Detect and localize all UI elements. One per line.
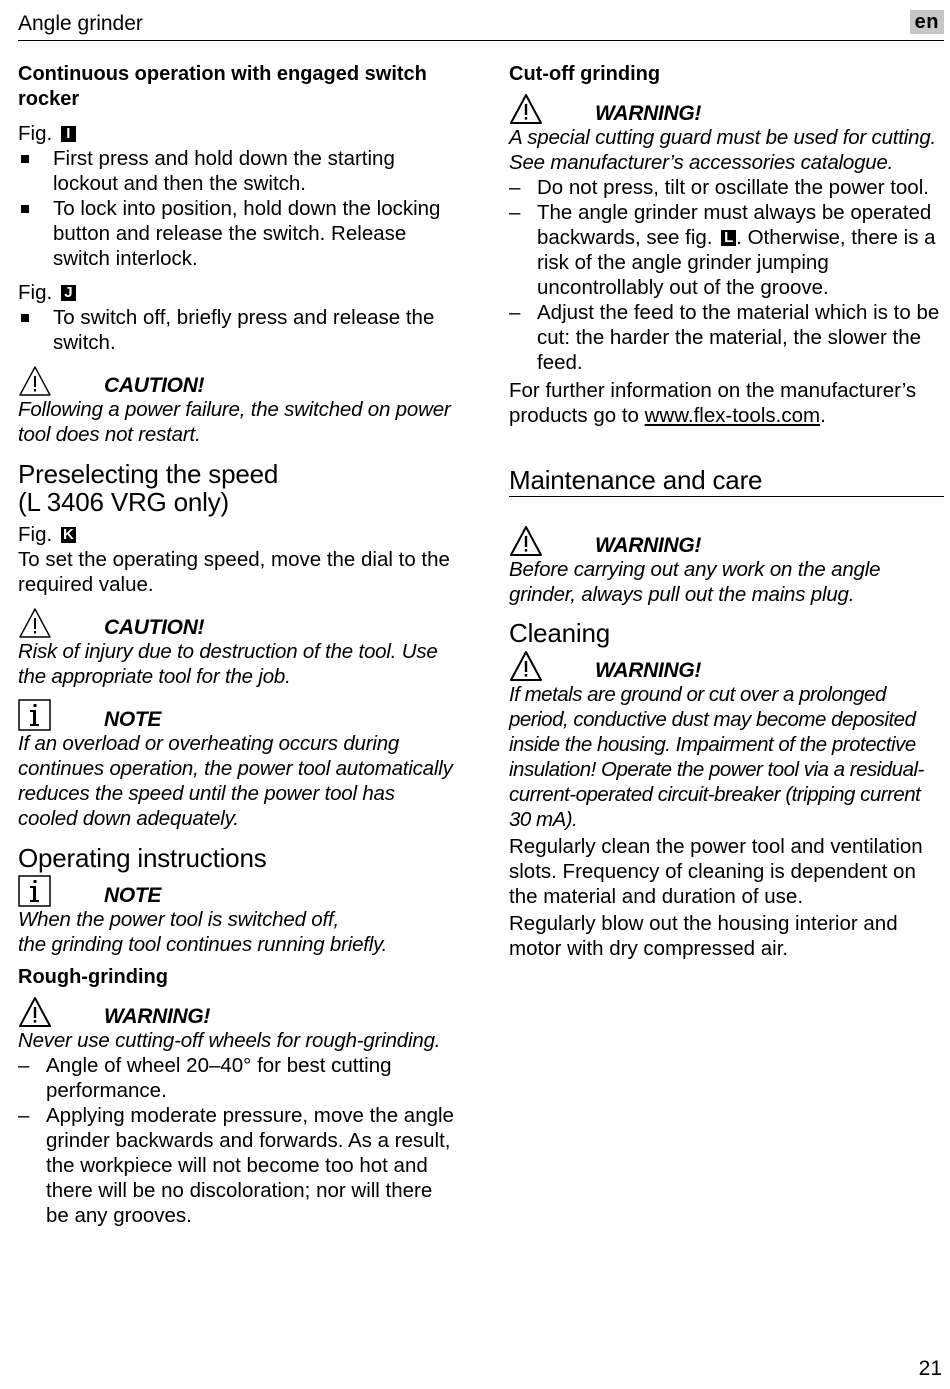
cleaning-paragraph: Regularly blow out the housing interior and motor with dry compressed air. [509, 912, 898, 960]
warning-text: Never use cutting-off wheels for rough-grinding. [18, 1029, 441, 1052]
page-header [18, 8, 944, 41]
figure-letter-badge: J [61, 285, 76, 301]
header-title: Angle grinder [18, 12, 143, 35]
caution-label: CAUTION! [104, 616, 205, 639]
figure-letter-badge: K [61, 527, 76, 543]
warning-triangle-icon [509, 525, 543, 557]
list-item: – Applying moderate pressure, move the angle grinder backwards and forwards. As a result, the workpiece will not become too hot and there will be no discoloration; nor will there be any grooves. [18, 1103, 458, 1228]
note-notice [18, 699, 458, 831]
fig-label: Fig. [18, 523, 53, 546]
list-item-text: The angle grinder must always be operated backwards, see fig. [537, 201, 932, 249]
list-item: To lock into position, hold down the locking button and release the switch. Release switch interlock. [18, 196, 458, 271]
caution-notice [18, 365, 458, 447]
list-item: – Do not press, tilt or oscillate the power tool. [509, 175, 944, 200]
bullet-list [18, 305, 458, 355]
warning-text: If metals are ground or cut over a prolonged period, conductive dust may become deposited inside the housing. Impairment of the protective insulation! Operate the power tool via a residual-current-operated circuit-breaker (tripping current 30 mA). [509, 683, 924, 831]
warning-text-line2: See manufacturer’s accessories catalogue. [509, 151, 894, 174]
list-item-text: . Otherwise, there is a risk of the angle grinder jumping uncontrollably out of the groove. [537, 226, 936, 299]
fig-label: Fig. [18, 122, 53, 145]
bullet-list [18, 146, 458, 271]
warning-triangle-icon [509, 93, 543, 125]
continuous-operation-heading: Continuous operation with engaged switch rocker [18, 63, 427, 110]
warning-text-line1: A special cutting guard must be used for cutting. [509, 126, 937, 149]
warning-triangle-icon [18, 996, 52, 1028]
dash-list [509, 175, 944, 375]
cleaning-section-title: Cleaning [509, 618, 611, 648]
warning-label: WARNING! [595, 534, 702, 557]
warning-label: WARNING! [595, 659, 702, 682]
caution-text: Following a power failure, the switched on power tool does not restart. [18, 398, 451, 446]
warning-triangle-icon [509, 650, 543, 682]
speed-instruction: To set the operating speed, move the dial to the required value. [18, 548, 450, 596]
language-badge: en [910, 10, 944, 34]
rough-grinding-heading: Rough-grinding [18, 966, 168, 988]
cleaning-paragraph: Regularly clean the power tool and ventilation slots. Frequency of cleaning is dependent on the material and duration of use. [509, 835, 923, 908]
figure-letter-badge: L [721, 230, 736, 246]
fig-label: Fig. [18, 281, 53, 304]
note-text-line1: When the power tool is switched off, [18, 908, 339, 931]
dash-list [18, 1053, 458, 1228]
figure-ref-k [18, 522, 458, 547]
speed-title-line1: Preselecting the speed [18, 459, 279, 489]
speed-section-title [18, 460, 458, 516]
warning-triangle-icon [18, 365, 52, 397]
note-text-line2: the grinding tool continues running briefly. [18, 933, 388, 956]
warning-text: Before carrying out any work on the angle grinder, always pull out the mains plug. [509, 558, 881, 606]
maintenance-section-title: Maintenance and care [509, 466, 944, 497]
left-column [18, 62, 458, 1228]
cutoff-grinding-heading: Cut-off grinding [509, 63, 661, 85]
warning-notice [509, 650, 944, 832]
figure-ref-i [18, 121, 458, 146]
note-notice [18, 875, 458, 957]
warning-triangle-icon [18, 607, 52, 639]
manufacturer-website-link[interactable]: www.flex-tools.com [644, 404, 821, 427]
figure-ref-j [18, 280, 458, 305]
note-label: NOTE [104, 884, 162, 907]
speed-title-line2: (L 3406 VRG only) [18, 487, 229, 517]
warning-label: WARNING! [104, 1005, 211, 1028]
warning-label: WARNING! [595, 102, 702, 125]
right-column [509, 62, 944, 961]
warning-notice [18, 996, 458, 1053]
list-item: – Angle of wheel 20–40° for best cutting performance. [18, 1053, 458, 1103]
info-end: . [820, 404, 826, 427]
operating-section-title: Operating instructions [18, 843, 267, 873]
caution-label: CAUTION! [104, 374, 205, 397]
info-text: For further information on the manufacturer’s products go to [509, 379, 917, 427]
figure-letter-badge: I [61, 126, 76, 142]
note-label: NOTE [104, 708, 162, 731]
list-item: First press and hold down the starting lockout and then the switch. [18, 146, 458, 196]
note-text: If an overload or overheating occurs during continues operation, the power tool automatically reduces the speed until the power tool has cooled down adequately. [18, 732, 453, 830]
list-item: – Adjust the feed to the material which is to be cut: the harder the material, the slower the feed. [509, 300, 944, 375]
caution-notice [18, 607, 458, 689]
info-icon [18, 699, 52, 731]
list-item: To switch off, briefly press and release the switch. [18, 305, 458, 355]
list-item [509, 200, 944, 300]
warning-notice [509, 525, 944, 607]
warning-notice [509, 93, 944, 175]
caution-text: Risk of injury due to destruction of the tool. Use the appropriate tool for the job. [18, 640, 438, 688]
page-number: 21 [918, 1357, 942, 1380]
info-icon [18, 875, 52, 907]
further-info-text [509, 378, 944, 428]
